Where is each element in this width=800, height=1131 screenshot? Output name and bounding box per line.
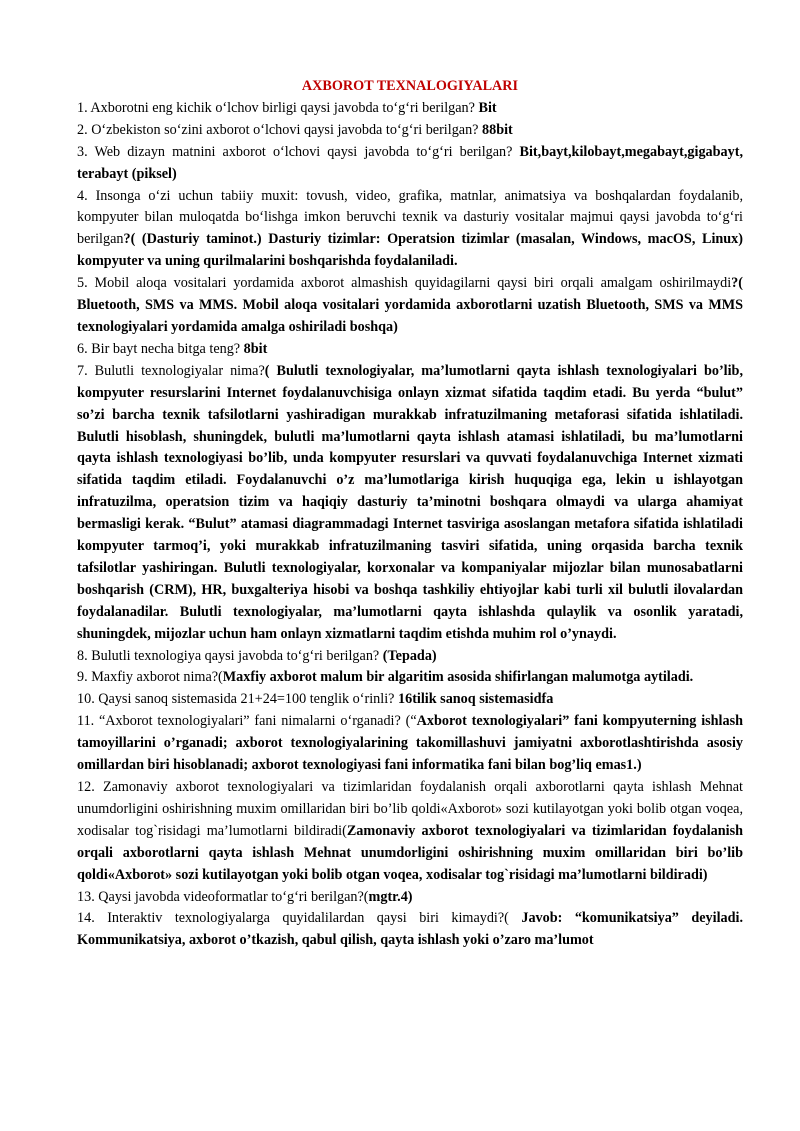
question-item xyxy=(77,339,743,361)
question-text: 14. Interaktiv texnologiyalarga quyidalilardan qaysi biri kimaydi?( xyxy=(77,910,522,927)
question-text: 1. Axborotni eng kichik o‘lchov birligi qaysi javobda to‘g‘ri berilgan? xyxy=(77,99,479,116)
question-item xyxy=(77,273,743,339)
question-text: 9. Maxfiy axborot nima?( xyxy=(77,669,223,686)
answer-text: 88bit xyxy=(482,121,513,138)
answer-text: Bit,bayt,kilobayt,megabayt,gigabayt, terabayt (piksel) xyxy=(77,143,743,182)
document-page xyxy=(77,76,743,952)
question-item xyxy=(77,777,743,887)
answer-text: ( Bulutli texnologiyalar, ma’lumotlarni qayta ishlash texnologiyalari bo’lib, kompyuter resurslarini Internet foydalanuvchisiga onlayn xizmat sifatida taqdim etadi. Bu yerda “bulut” so’zi barcha texnik tafsilotlarni yashiradigan murakkab infratuzilmaning metaforasi sifatida ishlatiladi. Bulutli hisoblash, shuningdek, bulutli ma’lumotlarni qayta ishlash atamasi ishlatiladi, bu ma’lumotlarni qayta ishlash texnologiyasi bo’lib, unda kompyuter resurslari va quvvati foydalanuvchiga Internet xizmati sifatida taqdim etiladi. Foydalanuvchi o’z ma’lumotlariga kirish huquqiga ega, lekin u ishlayotgan infratuzilma, operatsion tizim va haqiqiy dasturiy ta’minotni boshqara olmaydi va ularga ahamiyat bermasligi kerak. “Bulut” atamasi diagrammadagi Internet tasviriga asoslangan metafora sifatida ishlatiladi kompyuter tarmoq’i, yoki murakkab infratuzilmaning tasviri sifatida, uning orqasida barcha texnik tafsilotlar yashiringan. Bulutli texnologiyalar, korxonalar va kompaniyalar mijozlar bilan munosabatlarni boshqarish (CRM), HR, buxgalteriya hisobi va boshqa tashkiliy ehtiyojlar kabi turli xil bulutli ilovalardan foydalanadilar. Bulutli texnologiyalar, ma’lumotlarni qayta ishlashda qulaylik va osonlik yaratadi, shuningdek, mijozlar uchun ham onlayn xizmatlarni taqdim etishda muhim rol o’ynaydi. xyxy=(77,362,743,642)
answer-text: 8bit xyxy=(243,340,268,357)
question-item xyxy=(77,711,743,777)
question-text: 5. Mobil aloqa vositalari yordamida axborot almashish quyidagilarni qaysi biri orqali amalgam oshirilmaydi xyxy=(77,275,732,292)
question-text: 4. Insonga o‘zi uchun tabiiy muxit: tovush, video, grafika, matnlar, animatsiya va boshqalardan foydalanib, kompyuter bilan muloqatda bo‘lishga imkon beruvchi texnik va dasturiy vositalar majmui qaysi javobda to‘g‘ri berilgan xyxy=(77,187,743,248)
answer-text: (Tepada) xyxy=(382,647,437,664)
question-text: 8. Bulutli texnologiya qaysi javobda to‘g‘ri berilgan? xyxy=(77,647,383,664)
question-item xyxy=(77,887,743,909)
question-text: 7. Bulutli texnologiyalar nima? xyxy=(77,362,265,379)
answer-text: Maxfiy axborot malum bir algaritim asosida shifirlangan malumotga aytiladi. xyxy=(222,669,694,686)
question-item xyxy=(77,667,743,689)
document-title: AXBOROT TEXNALOGIYALARI xyxy=(301,78,519,94)
question-item xyxy=(77,689,743,711)
question-text: 2. O‘zbekiston so‘zini axborot o‘lchovi qaysi javobda to‘g‘ri berilgan? xyxy=(77,121,483,138)
answer-text: Bit xyxy=(478,99,497,116)
answer-text: ?( (Dasturiy taminot.) Dasturiy tizimlar: Operatsion tizimlar (masalan, Windows, macOS, Linux) kompyuter va uning qurilmalarini boshqarishda foydalaniladi. xyxy=(77,231,743,270)
question-item xyxy=(77,142,743,186)
question-text: 12. Zamonaviy axborot texnologiyalari va tizimlaridan foydalanish orqali axborotlarni qayta ishlash Mehnat unumdorligini oshirishning muxim omillaridan biri bo’lib qoldi«Axborot» sozi kutilayotgan yoki bolib otgan voqea, xodisalar tog`risidagi ma’lumotlarni bildiradi( xyxy=(77,779,743,839)
answer-text: ?( Bluetooth, SMS va MMS. Mobil aloqa vositalari yordamida axborotlarni uzatish Bluetooth, SMS va MMS texnologiyalari yordamida amalga oshiriladi boshqa) xyxy=(77,275,743,335)
answer-text: Axborot texnologiyalari” fani kompyuterning ishlash tamoyillarini o’rganadi; axborot texnologiyalarining takomillashuvi jamiyatni axborotlashtirishda asosiy omillardan biri hisoblanadi; axborot texnologiyasi fani informatika fani bilan bog’liq emas1.) xyxy=(77,713,743,774)
answer-text: mgtr.4) xyxy=(368,888,413,905)
question-text: 3. Web dizayn matnini axborot o‘lchovi qaysi javobda to‘g‘ri berilgan? xyxy=(77,143,520,160)
answer-text: Zamonaviy axborot texnologiyalari va tizimlaridan foydalanish orqali axborotlarni qayta ishlash Mehnat unumdorligini oshirishning muxim omillaridan biri bo’lib qoldi«Axborot» sozi kutilayotgan yoki bolib otgan voqea, xodisalar tog`risidagi ma’lumotlarni bildiradi) xyxy=(77,822,744,883)
question-item xyxy=(77,186,743,274)
question-item xyxy=(77,98,743,120)
question-text: 11. “Axborot texnologiyalari” fani nimalarni o‘rganadi? (“ xyxy=(77,713,417,730)
answer-text: 16tilik sanoq sistemasidfa xyxy=(398,691,554,708)
answer-text: Javob: “komunikatsiya” deyiladi. Kommunikatsiya, axborot o’tkazish, qabul qilish, qayta ishlash yoki o’zaro ma’lumot xyxy=(77,910,743,949)
question-list xyxy=(77,98,743,952)
question-item xyxy=(77,908,743,952)
question-text: 6. Bir bayt necha bitga teng? xyxy=(77,340,244,357)
question-item xyxy=(77,120,743,142)
question-item xyxy=(77,646,743,668)
question-text: 10. Qaysi sanoq sistemasida 21+24=100 tenglik o‘rinli? xyxy=(77,691,398,708)
question-item xyxy=(77,361,743,646)
question-text: 13. Qaysi javobda videoformatlar to‘g‘ri berilgan?( xyxy=(77,888,369,905)
